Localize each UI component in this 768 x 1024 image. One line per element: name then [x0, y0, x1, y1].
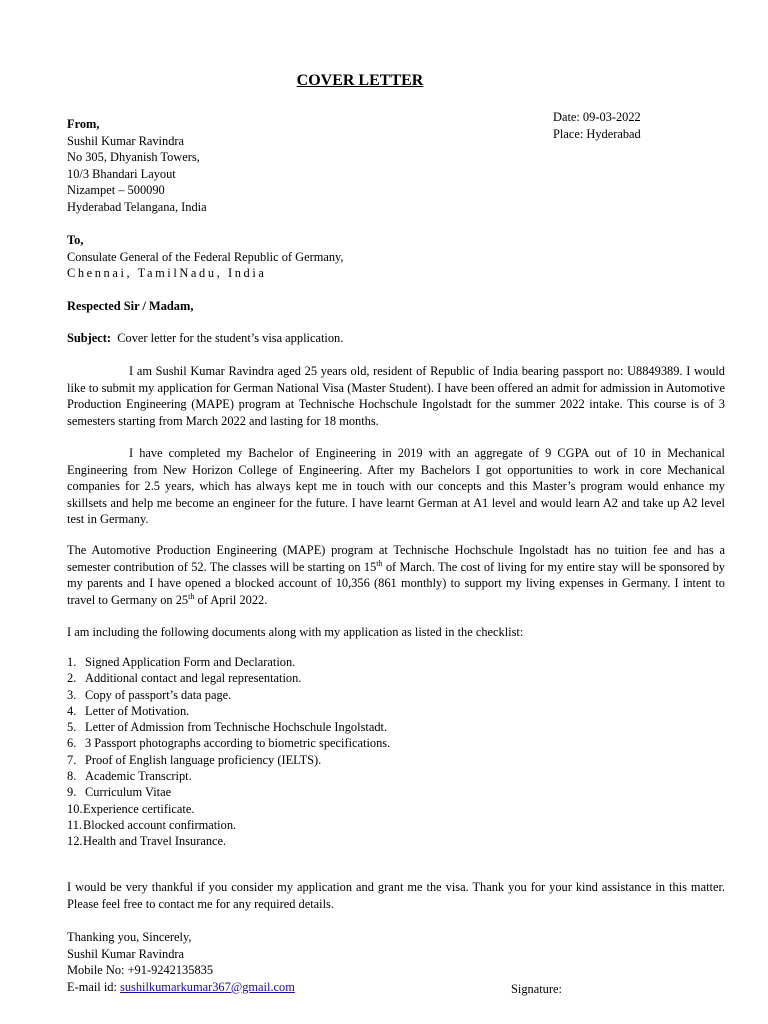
subject-label: Subject:: [67, 331, 112, 345]
date-place-block: [553, 109, 641, 142]
from-line: Nizampet – 500090: [67, 183, 165, 197]
documents-list: [67, 654, 390, 850]
mobile-number: Mobile No: +91-9242135835: [67, 963, 214, 977]
list-item: 5. Letter of Admission from Technische Hochschule Ingolstadt.: [67, 720, 388, 735]
from-line: Sushil Kumar Ravindra: [67, 133, 185, 148]
list-item: 11.Blocked account confirmation.: [67, 817, 237, 832]
recipient-address: [67, 232, 344, 282]
email-link[interactable]: sushilkumarkumar367@gmail.com: [120, 979, 295, 994]
list-item: 8. Academic Transcript.: [67, 769, 192, 784]
paragraph-education: [67, 445, 725, 528]
to-line: Chennai, TamilNadu, India: [67, 266, 267, 280]
list-item: 12.Health and Travel Insurance.: [67, 834, 227, 849]
page-title: COVER LETTER: [296, 72, 424, 89]
email-line: [67, 979, 295, 996]
paragraph-intro: [67, 363, 725, 429]
list-item: 7. Proof of English language proficiency (IELTS).: [67, 752, 322, 767]
from-line: 10/3 Bhandari Layout: [67, 166, 176, 181]
paragraph-text: I would be very thankful if you consider my application and grant me the visa. Thank you for your kind assistance in this matter. Please feel free to contact me for any required details.: [67, 880, 725, 911]
paragraph-text: I am Sushil Kumar Ravindra aged 25 years old, resident of Republic of India bearing passport no: U8849389. I would like to submit my application for German National Visa (Master Student). I have been offered an admit for admission in Automotive Production Engineering (MAPE) program at Technische Hochschule Ingolstadt for the summer 2022 intake. This course is of 3 semesters starting from March 2022 and lasting for 18 months.: [67, 364, 725, 428]
paragraph-fragment: of April 2022.: [194, 592, 268, 607]
list-item: 1. Signed Application Form and Declaration.: [67, 655, 296, 669]
letter-place: Place: Hyderabad: [553, 126, 641, 141]
list-item: 6. 3 Passport photographs according to biometric specifications.: [67, 736, 391, 751]
subject-text: Cover letter for the student’s visa application.: [117, 331, 344, 345]
paragraph-fragment: of March. The cost of living for my entire stay will be sponsored by my parents and I have opened a blocked account of 10,356 (861 monthly) to support my living expenses in Germany. I intent to travel to Germany on 25: [67, 559, 725, 607]
list-item: 3. Copy of passport’s data page.: [67, 687, 232, 702]
signature-label: Signature:: [511, 982, 562, 996]
signoff: Thanking you, Sincerely,: [67, 930, 192, 944]
list-item: 10.Experience certificate.: [67, 801, 195, 816]
sender-name: Sushil Kumar Ravindra: [67, 946, 185, 961]
from-label: From,: [67, 117, 100, 131]
to-label: To,: [67, 233, 84, 247]
superscript: th: [188, 591, 195, 601]
subject-line: [67, 330, 343, 347]
superscript: th: [376, 558, 383, 568]
paragraph-closing: [67, 879, 725, 912]
paragraph-text: [67, 542, 725, 608]
from-line: Hyderabad Telangana, India: [67, 199, 207, 214]
list-item: 4. Letter of Motivation.: [67, 703, 190, 718]
to-line: Consulate General of the Federal Republic of Germany,: [67, 249, 344, 264]
letter-date: Date: 09-03-2022: [553, 110, 641, 124]
from-line: No 305, Dhyanish Towers,: [67, 150, 200, 164]
list-item: 9. Curriculum Vitae: [67, 785, 172, 800]
sender-address: [67, 116, 207, 215]
signoff-block: [67, 929, 295, 995]
paragraph-text: I have completed my Bachelor of Engineering in 2019 with an aggregate of 9 CGPA out of 10 in Mechanical Engineering from New Horizon College of Engineering. After my Bachelors I got opportunities to work in core Mechanical companies for 2.5 years, which has always kept me in touch with our concepts and this Master’s program would enhance my skillsets and help me become an engineer for the future. I have learnt German at A1 level and would learn A2 and take up A2 level test in Germany.: [67, 446, 725, 526]
paragraph-fragment: The Automotive Production Engineering (MAPE) program at Technische Hochschule Ingolstadt has no tuition fee and has a semester contribution of 52. The classes will be starting on 15: [67, 543, 725, 574]
documents-intro: I am including the following documents along with my application as listed in the checklist:: [67, 625, 524, 639]
email-label: E-mail id:: [67, 979, 120, 994]
salutation: Respected Sir / Madam,: [67, 299, 194, 313]
paragraph-finance: [67, 542, 725, 608]
list-item: 2. Additional contact and legal representation.: [67, 671, 302, 686]
